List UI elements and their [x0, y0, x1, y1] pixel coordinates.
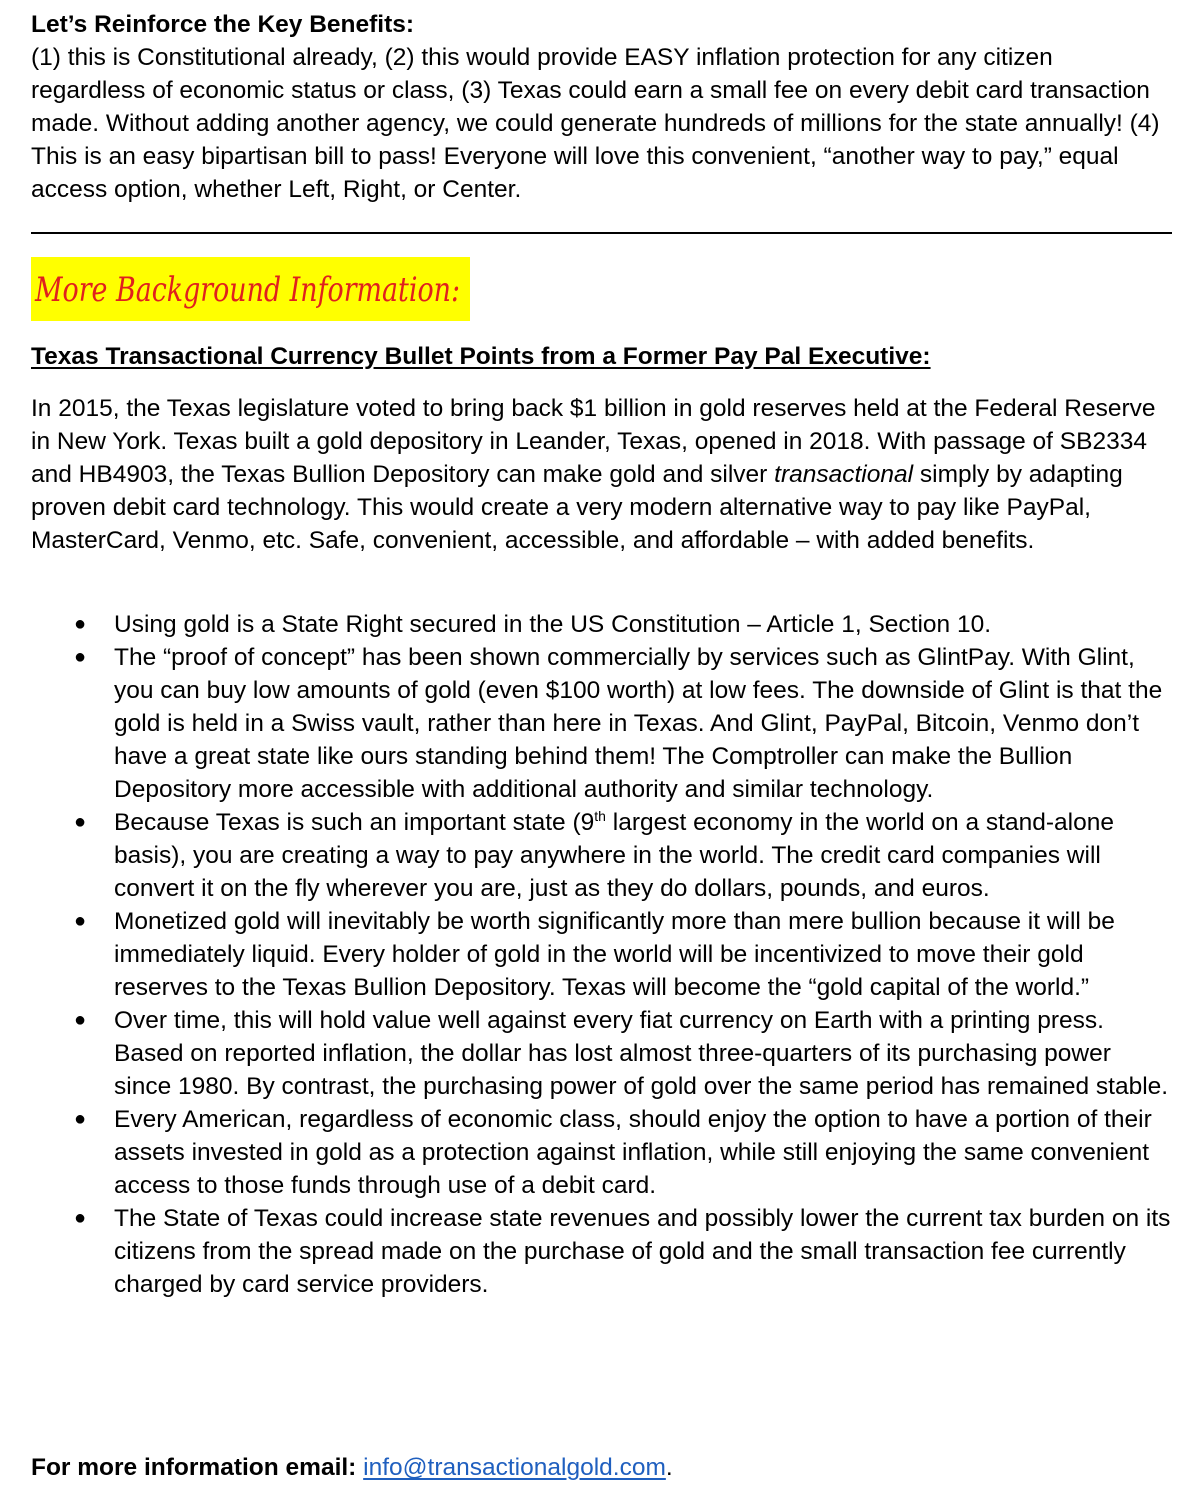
bullet-text-part1: Because Texas is such an important state (9 — [114, 809, 595, 836]
bullet-icon: ● — [74, 1207, 87, 1229]
list-item — [31, 806, 1172, 905]
list-item — [31, 905, 1172, 1004]
email-link[interactable]: info@transactionalgold.com — [363, 1454, 666, 1481]
footer-contact — [31, 1451, 673, 1484]
bullet-icon: ● — [74, 811, 87, 833]
bullet-list — [31, 608, 1172, 1301]
bullet-icon: ● — [74, 613, 87, 635]
bullet-text: The “proof of concept” has been shown commercially by services such as GlintPay. With Glint, you can buy low amounts of gold (even $100 worth) at low fees. The downside of Glint is that the gold is held in a Swiss vault, rather than here in Texas. And Glint, PayPal, Bitcoin, Venmo don’t have a great state like ours standing behind them! The Comptroller can make the Bullion Depository more accessible with additional authority and similar technology. — [114, 644, 1163, 803]
intro-text-part2: simply by adapting proven debit card technology. This would create a very modern alternative way to pay like PayPal, MasterCard, Venmo, etc. Safe, convenient, accessible, and affordable – with added benefits. — [31, 461, 1123, 554]
benefits-section — [31, 8, 1172, 206]
list-item — [31, 641, 1172, 806]
footer-label: For more information email: — [31, 1454, 357, 1481]
benefits-body: (1) this is Constitutional already, (2) this would provide EASY inflation protection for any citizen regardless of economic status or class, (3) Texas could earn a small fee on every debit card transaction made. Without adding another agency, we could generate hundreds of millions for the state annually! (4) This is an easy bipartisan bill to pass! Everyone will love this convenient, “another way to pay,” equal access option, whether Left, Right, or Center. — [31, 44, 1160, 203]
bullet-icon: ● — [74, 1009, 87, 1031]
intro-text-part1: In 2015, the Texas legislature voted to bring back $1 billion in gold reserves held at the Federal Reserve in New York. Texas built a gold depository in Leander, Texas, opened in 2018. With passage of SB2334 and HB4903, the Texas Bullion Depository can make gold and silver — [31, 395, 1156, 488]
bullet-text — [114, 809, 1114, 902]
bullet-text: Every American, regardless of economic class, should enjoy the option to have a portion of their assets invested in gold as a protection against inflation, while still enjoying the same convenient access to those funds through use of a debit card. — [114, 1106, 1152, 1199]
horizontal-divider — [31, 232, 1172, 234]
section-title: Texas Transactional Currency Bullet Points from a Former Pay Pal Executive: — [31, 343, 931, 370]
bullet-text-part2: largest economy in the world on a stand-alone basis), you are creating a way to pay anywhere in the world. The credit card companies will convert it on the fly wherever you are, just as they do dollars, pounds, and euros. — [114, 809, 1114, 902]
intro-emphasis: transactional — [774, 461, 914, 488]
list-item — [31, 1103, 1172, 1202]
bullet-text: Using gold is a State Right secured in the US Constitution – Article 1, Section 10. — [114, 611, 992, 638]
footer-period: . — [665, 1454, 673, 1481]
bullet-text: Over time, this will hold value well against every fiat currency on Earth with a printing press. Based on reported inflation, the dollar has lost almost three-quarters of its purchasing power since 1980. By contrast, the purchasing power of gold over the same period has remained stable. — [114, 1007, 1169, 1100]
list-item — [31, 1202, 1172, 1301]
list-item — [31, 608, 1172, 641]
background-script-heading-text: More Background Information: — [34, 270, 460, 310]
bullet-text: The State of Texas could increase state revenues and possibly lower the current tax burden on its citizens from the spread made on the purchase of gold and the small transaction fee currently charged by card service providers. — [114, 1205, 1171, 1298]
bullet-text: Monetized gold will inevitably be worth significantly more than mere bullion because it will be immediately liquid. Every holder of gold in the world will be incentivized to move their gold reserves to the Texas Bullion Depository. Texas will become the “gold capital of the world.” — [114, 908, 1115, 1001]
bullet-icon: ● — [74, 646, 87, 668]
list-item — [31, 1004, 1172, 1103]
superscript-th: th — [594, 808, 606, 824]
background-heading-highlight — [31, 257, 470, 321]
bullet-icon: ● — [74, 1108, 87, 1130]
intro-paragraph — [31, 392, 1172, 557]
background-script-heading — [31, 261, 470, 317]
benefits-heading: Let’s Reinforce the Key Benefits: — [31, 11, 415, 38]
bullet-icon: ● — [74, 910, 87, 932]
